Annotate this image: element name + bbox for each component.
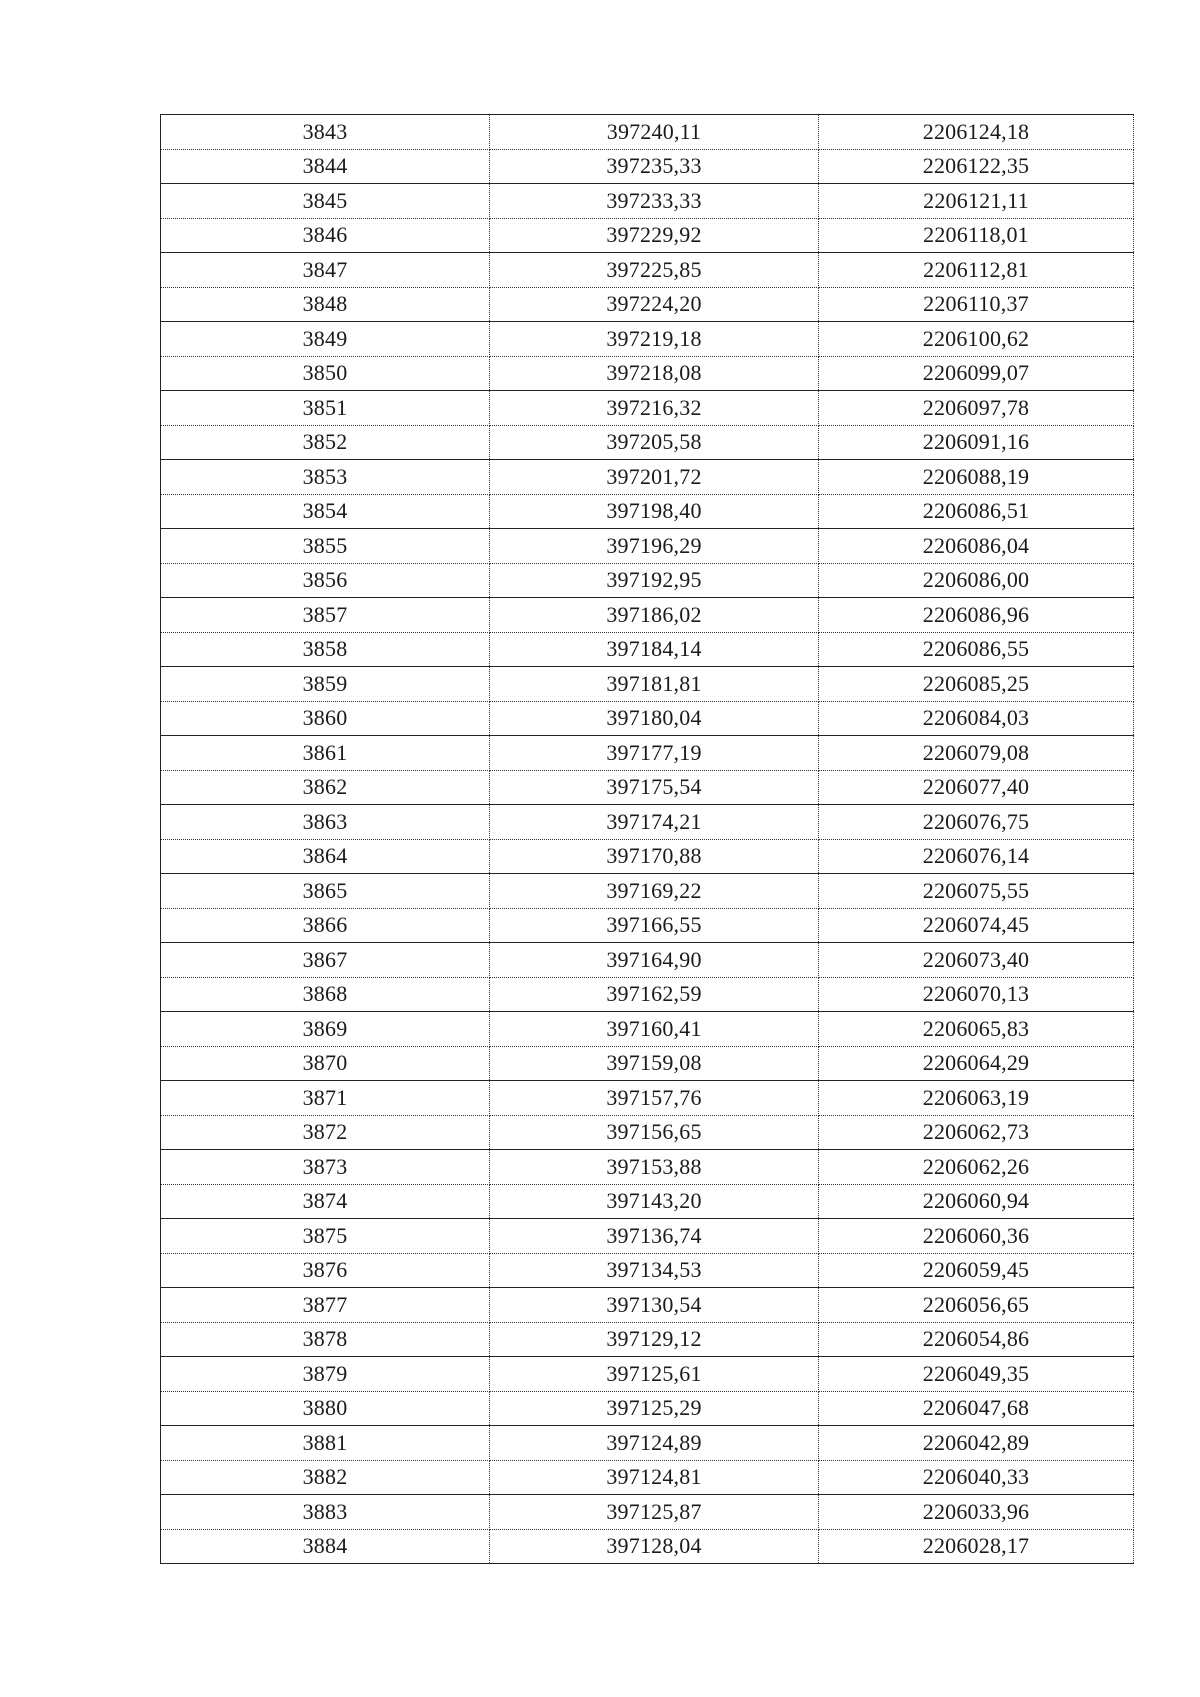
y-coordinate-cell: 2206065,83 xyxy=(819,1012,1134,1047)
y-coordinate-cell: 2206077,40 xyxy=(819,770,1134,805)
x-coordinate-cell: 397196,29 xyxy=(490,529,819,564)
x-coordinate-cell: 397224,20 xyxy=(490,287,819,322)
x-coordinate-cell: 397124,89 xyxy=(490,1426,819,1461)
y-coordinate-cell: 2206091,16 xyxy=(819,425,1134,460)
x-coordinate-cell: 397169,22 xyxy=(490,874,819,909)
y-coordinate-cell: 2206110,37 xyxy=(819,287,1134,322)
x-coordinate-cell: 397225,85 xyxy=(490,253,819,288)
x-coordinate-cell: 397216,32 xyxy=(490,391,819,426)
table-row xyxy=(161,770,1134,805)
table-row xyxy=(161,529,1134,564)
x-coordinate-cell: 397177,19 xyxy=(490,736,819,771)
table-row xyxy=(161,494,1134,529)
y-coordinate-cell: 2206097,78 xyxy=(819,391,1134,426)
x-coordinate-cell: 397128,04 xyxy=(490,1529,819,1564)
y-coordinate-cell: 2206086,51 xyxy=(819,494,1134,529)
x-coordinate-cell: 397201,72 xyxy=(490,460,819,495)
table-row xyxy=(161,218,1134,253)
x-coordinate-cell: 397136,74 xyxy=(490,1219,819,1254)
table-row xyxy=(161,598,1134,633)
table-row xyxy=(161,115,1134,150)
table-row xyxy=(161,322,1134,357)
x-coordinate-cell: 397181,81 xyxy=(490,667,819,702)
y-coordinate-cell: 2206063,19 xyxy=(819,1081,1134,1116)
x-coordinate-cell: 397218,08 xyxy=(490,356,819,391)
y-coordinate-cell: 2206085,25 xyxy=(819,667,1134,702)
point-number-cell: 3876 xyxy=(161,1253,490,1288)
y-coordinate-cell: 2206086,00 xyxy=(819,563,1134,598)
point-number-cell: 3879 xyxy=(161,1357,490,1392)
y-coordinate-cell: 2206121,11 xyxy=(819,184,1134,219)
point-number-cell: 3860 xyxy=(161,701,490,736)
point-number-cell: 3865 xyxy=(161,874,490,909)
y-coordinate-cell: 2206099,07 xyxy=(819,356,1134,391)
table-row xyxy=(161,1495,1134,1530)
point-number-cell: 3863 xyxy=(161,805,490,840)
point-number-cell: 3845 xyxy=(161,184,490,219)
point-number-cell: 3851 xyxy=(161,391,490,426)
table-row xyxy=(161,874,1134,909)
table-row xyxy=(161,632,1134,667)
y-coordinate-cell: 2206054,86 xyxy=(819,1322,1134,1357)
y-coordinate-cell: 2206084,03 xyxy=(819,701,1134,736)
x-coordinate-cell: 397157,76 xyxy=(490,1081,819,1116)
x-coordinate-cell: 397240,11 xyxy=(490,115,819,150)
x-coordinate-cell: 397134,53 xyxy=(490,1253,819,1288)
y-coordinate-cell: 2206060,94 xyxy=(819,1184,1134,1219)
point-number-cell: 3873 xyxy=(161,1150,490,1185)
point-number-cell: 3871 xyxy=(161,1081,490,1116)
point-number-cell: 3872 xyxy=(161,1115,490,1150)
x-coordinate-cell: 397184,14 xyxy=(490,632,819,667)
y-coordinate-cell: 2206028,17 xyxy=(819,1529,1134,1564)
table-row xyxy=(161,1322,1134,1357)
x-coordinate-cell: 397229,92 xyxy=(490,218,819,253)
y-coordinate-cell: 2206075,55 xyxy=(819,874,1134,909)
x-coordinate-cell: 397129,12 xyxy=(490,1322,819,1357)
table-row xyxy=(161,425,1134,460)
table-row xyxy=(161,1288,1134,1323)
table-row xyxy=(161,184,1134,219)
x-coordinate-cell: 397175,54 xyxy=(490,770,819,805)
y-coordinate-cell: 2206049,35 xyxy=(819,1357,1134,1392)
x-coordinate-cell: 397162,59 xyxy=(490,977,819,1012)
point-number-cell: 3847 xyxy=(161,253,490,288)
y-coordinate-cell: 2206079,08 xyxy=(819,736,1134,771)
y-coordinate-cell: 2206100,62 xyxy=(819,322,1134,357)
point-number-cell: 3864 xyxy=(161,839,490,874)
y-coordinate-cell: 2206118,01 xyxy=(819,218,1134,253)
x-coordinate-cell: 397205,58 xyxy=(490,425,819,460)
table-row xyxy=(161,1046,1134,1081)
point-number-cell: 3848 xyxy=(161,287,490,322)
point-number-cell: 3856 xyxy=(161,563,490,598)
point-number-cell: 3877 xyxy=(161,1288,490,1323)
x-coordinate-cell: 397125,29 xyxy=(490,1391,819,1426)
point-number-cell: 3881 xyxy=(161,1426,490,1461)
table-row xyxy=(161,253,1134,288)
table-row xyxy=(161,1460,1134,1495)
y-coordinate-cell: 2206122,35 xyxy=(819,149,1134,184)
x-coordinate-cell: 397164,90 xyxy=(490,943,819,978)
y-coordinate-cell: 2206088,19 xyxy=(819,460,1134,495)
y-coordinate-cell: 2206047,68 xyxy=(819,1391,1134,1426)
y-coordinate-cell: 2206070,13 xyxy=(819,977,1134,1012)
y-coordinate-cell: 2206076,14 xyxy=(819,839,1134,874)
x-coordinate-cell: 397124,81 xyxy=(490,1460,819,1495)
table-row xyxy=(161,287,1134,322)
point-number-cell: 3869 xyxy=(161,1012,490,1047)
y-coordinate-cell: 2206073,40 xyxy=(819,943,1134,978)
x-coordinate-cell: 397160,41 xyxy=(490,1012,819,1047)
point-number-cell: 3849 xyxy=(161,322,490,357)
point-number-cell: 3843 xyxy=(161,115,490,150)
y-coordinate-cell: 2206042,89 xyxy=(819,1426,1134,1461)
table-row xyxy=(161,1426,1134,1461)
table-row xyxy=(161,1219,1134,1254)
point-number-cell: 3866 xyxy=(161,908,490,943)
point-number-cell: 3880 xyxy=(161,1391,490,1426)
table-row xyxy=(161,839,1134,874)
table-row xyxy=(161,701,1134,736)
y-coordinate-cell: 2206086,55 xyxy=(819,632,1134,667)
point-number-cell: 3870 xyxy=(161,1046,490,1081)
table-row xyxy=(161,1391,1134,1426)
point-number-cell: 3859 xyxy=(161,667,490,702)
table-row xyxy=(161,391,1134,426)
coordinates-table xyxy=(160,114,1134,1564)
table-row xyxy=(161,908,1134,943)
point-number-cell: 3846 xyxy=(161,218,490,253)
point-number-cell: 3853 xyxy=(161,460,490,495)
table-row xyxy=(161,805,1134,840)
y-coordinate-cell: 2206040,33 xyxy=(819,1460,1134,1495)
point-number-cell: 3867 xyxy=(161,943,490,978)
table-row xyxy=(161,1184,1134,1219)
x-coordinate-cell: 397125,61 xyxy=(490,1357,819,1392)
y-coordinate-cell: 2206056,65 xyxy=(819,1288,1134,1323)
point-number-cell: 3882 xyxy=(161,1460,490,1495)
point-number-cell: 3862 xyxy=(161,770,490,805)
y-coordinate-cell: 2206059,45 xyxy=(819,1253,1134,1288)
y-coordinate-cell: 2206124,18 xyxy=(819,115,1134,150)
point-number-cell: 3850 xyxy=(161,356,490,391)
point-number-cell: 3844 xyxy=(161,149,490,184)
table-row xyxy=(161,356,1134,391)
point-number-cell: 3878 xyxy=(161,1322,490,1357)
point-number-cell: 3854 xyxy=(161,494,490,529)
x-coordinate-cell: 397156,65 xyxy=(490,1115,819,1150)
x-coordinate-cell: 397153,88 xyxy=(490,1150,819,1185)
x-coordinate-cell: 397143,20 xyxy=(490,1184,819,1219)
point-number-cell: 3858 xyxy=(161,632,490,667)
x-coordinate-cell: 397219,18 xyxy=(490,322,819,357)
x-coordinate-cell: 397186,02 xyxy=(490,598,819,633)
y-coordinate-cell: 2206064,29 xyxy=(819,1046,1134,1081)
point-number-cell: 3852 xyxy=(161,425,490,460)
y-coordinate-cell: 2206074,45 xyxy=(819,908,1134,943)
table-row xyxy=(161,943,1134,978)
x-coordinate-cell: 397198,40 xyxy=(490,494,819,529)
table-row xyxy=(161,1150,1134,1185)
point-number-cell: 3874 xyxy=(161,1184,490,1219)
table-row xyxy=(161,149,1134,184)
point-number-cell: 3883 xyxy=(161,1495,490,1530)
y-coordinate-cell: 2206086,96 xyxy=(819,598,1134,633)
point-number-cell: 3861 xyxy=(161,736,490,771)
point-number-cell: 3875 xyxy=(161,1219,490,1254)
table-row xyxy=(161,1253,1134,1288)
table-row xyxy=(161,667,1134,702)
coordinates-table-body xyxy=(161,115,1134,1564)
x-coordinate-cell: 397174,21 xyxy=(490,805,819,840)
x-coordinate-cell: 397192,95 xyxy=(490,563,819,598)
x-coordinate-cell: 397180,04 xyxy=(490,701,819,736)
y-coordinate-cell: 2206086,04 xyxy=(819,529,1134,564)
point-number-cell: 3855 xyxy=(161,529,490,564)
x-coordinate-cell: 397170,88 xyxy=(490,839,819,874)
table-row xyxy=(161,1529,1134,1564)
y-coordinate-cell: 2206060,36 xyxy=(819,1219,1134,1254)
y-coordinate-cell: 2206112,81 xyxy=(819,253,1134,288)
x-coordinate-cell: 397235,33 xyxy=(490,149,819,184)
table-row xyxy=(161,977,1134,1012)
x-coordinate-cell: 397166,55 xyxy=(490,908,819,943)
x-coordinate-cell: 397125,87 xyxy=(490,1495,819,1530)
table-row xyxy=(161,563,1134,598)
table-row xyxy=(161,1357,1134,1392)
table-row xyxy=(161,1115,1134,1150)
point-number-cell: 3857 xyxy=(161,598,490,633)
table-row xyxy=(161,736,1134,771)
x-coordinate-cell: 397233,33 xyxy=(490,184,819,219)
y-coordinate-cell: 2206033,96 xyxy=(819,1495,1134,1530)
y-coordinate-cell: 2206062,26 xyxy=(819,1150,1134,1185)
y-coordinate-cell: 2206076,75 xyxy=(819,805,1134,840)
x-coordinate-cell: 397159,08 xyxy=(490,1046,819,1081)
table-row xyxy=(161,1081,1134,1116)
table-row xyxy=(161,460,1134,495)
table-row xyxy=(161,1012,1134,1047)
x-coordinate-cell: 397130,54 xyxy=(490,1288,819,1323)
point-number-cell: 3868 xyxy=(161,977,490,1012)
point-number-cell: 3884 xyxy=(161,1529,490,1564)
y-coordinate-cell: 2206062,73 xyxy=(819,1115,1134,1150)
